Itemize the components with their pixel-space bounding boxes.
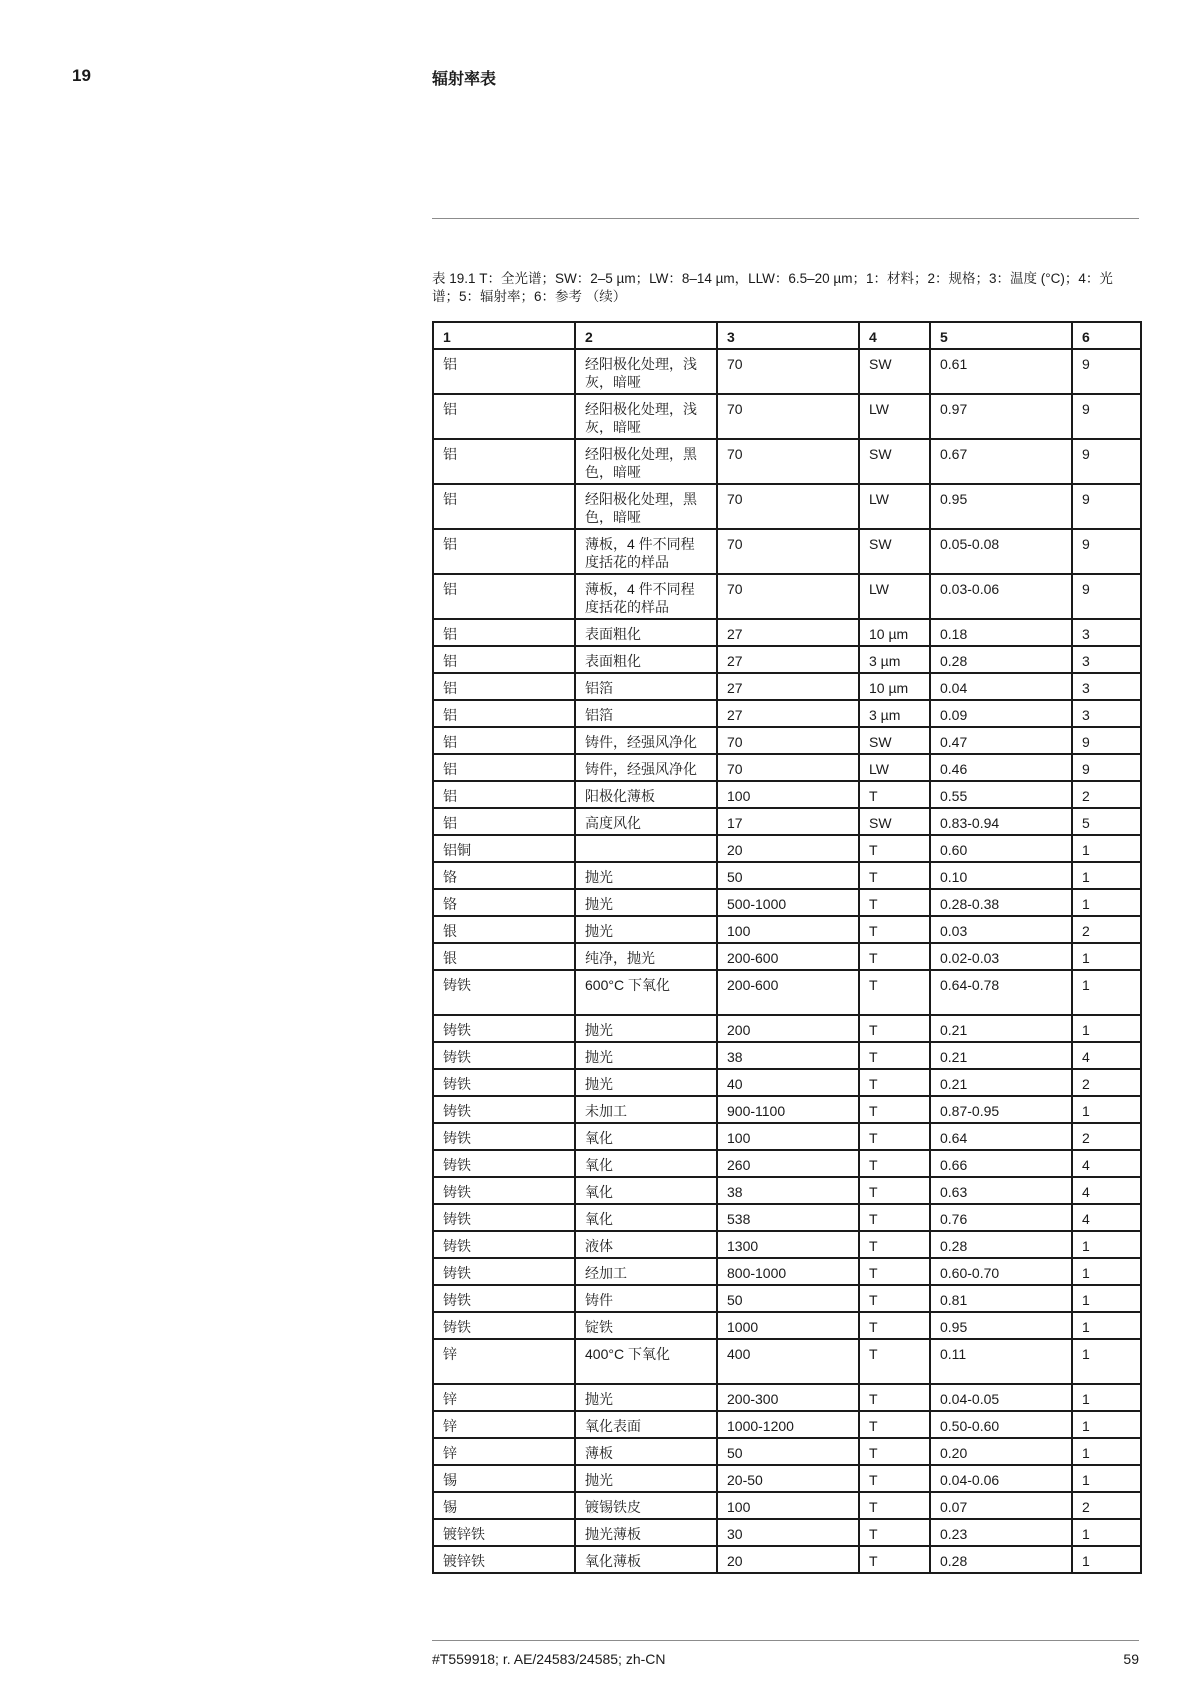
spec-cell: 经阳极化处理，黑色，暗哑 (575, 439, 717, 484)
emissivity-cell: 0.21 (930, 1042, 1072, 1069)
temperature-cell: 500-1000 (717, 889, 859, 916)
emissivity-cell: 0.64 (930, 1123, 1072, 1150)
emissivity-cell: 0.87-0.95 (930, 1096, 1072, 1123)
material-cell: 铝 (433, 808, 575, 835)
temperature-cell: 200 (717, 1015, 859, 1042)
spec-cell: 抛光 (575, 1465, 717, 1492)
spectrum-cell: T (859, 835, 930, 862)
table-row (433, 862, 1141, 889)
table-row (433, 1438, 1141, 1465)
spec-cell: 经阳极化处理，黑色，暗哑 (575, 484, 717, 529)
reference-cell: 9 (1072, 349, 1141, 394)
table-row (433, 1096, 1141, 1123)
material-cell: 铝 (433, 646, 575, 673)
emissivity-cell: 0.81 (930, 1285, 1072, 1312)
reference-cell: 9 (1072, 529, 1141, 574)
reference-cell: 4 (1072, 1204, 1141, 1231)
reference-cell: 1 (1072, 835, 1141, 862)
temperature-cell: 100 (717, 1123, 859, 1150)
reference-cell: 1 (1072, 1411, 1141, 1438)
reference-cell: 2 (1072, 1069, 1141, 1096)
table-row (433, 529, 1141, 574)
emissivity-cell: 0.04-0.06 (930, 1465, 1072, 1492)
reference-cell: 4 (1072, 1177, 1141, 1204)
table-row (433, 754, 1141, 781)
material-cell: 铝 (433, 673, 575, 700)
table-row (433, 1384, 1141, 1411)
reference-cell: 1 (1072, 943, 1141, 970)
emissivity-cell: 0.04 (930, 673, 1072, 700)
table-row (433, 1231, 1141, 1258)
header-cell-reference: 6 (1072, 322, 1141, 349)
temperature-cell: 27 (717, 646, 859, 673)
table-caption: 表 19.1 T：全光谱；SW：2–5 µm；LW：8–14 µm，LLW：6.5–20 µm；1：材料；2：规格；3：温度 (°C)；4：光谱；5：辐射率；6：参考 （续） (432, 271, 1113, 304)
spec-cell: 薄板，4 件不同程度括花的样品 (575, 529, 717, 574)
emissivity-cell: 0.63 (930, 1177, 1072, 1204)
material-cell: 银 (433, 916, 575, 943)
temperature-cell: 260 (717, 1150, 859, 1177)
spectrum-cell: T (859, 943, 930, 970)
emissivity-cell: 0.18 (930, 619, 1072, 646)
table-row (433, 727, 1141, 754)
table-row (433, 1123, 1141, 1150)
spectrum-cell: T (859, 1177, 930, 1204)
emissivity-cell: 0.03-0.06 (930, 574, 1072, 619)
emissivity-cell: 0.50-0.60 (930, 1411, 1072, 1438)
spec-cell: 薄板 (575, 1438, 717, 1465)
table-row (433, 439, 1141, 484)
emissivity-cell: 0.28 (930, 1546, 1072, 1573)
reference-cell: 1 (1072, 1438, 1141, 1465)
spectrum-cell: T (859, 1150, 930, 1177)
spectrum-cell: T (859, 970, 930, 1015)
spectrum-cell: T (859, 1312, 930, 1339)
temperature-cell: 900-1100 (717, 1096, 859, 1123)
page-number: 59 (1123, 1651, 1139, 1667)
spec-cell: 氧化 (575, 1123, 717, 1150)
spectrum-cell: T (859, 1285, 930, 1312)
emissivity-cell: 0.66 (930, 1150, 1072, 1177)
reference-cell: 3 (1072, 646, 1141, 673)
temperature-cell: 200-600 (717, 943, 859, 970)
emissivity-cell: 0.20 (930, 1438, 1072, 1465)
spec-cell: 经阳极化处理，浅灰，暗哑 (575, 394, 717, 439)
reference-cell: 1 (1072, 1384, 1141, 1411)
spectrum-cell: 10 µm (859, 673, 930, 700)
reference-cell: 1 (1072, 1015, 1141, 1042)
table-row (433, 1492, 1141, 1519)
emissivity-cell: 0.67 (930, 439, 1072, 484)
table-row (433, 889, 1141, 916)
table-row (433, 673, 1141, 700)
table-row (433, 970, 1141, 1015)
temperature-cell: 70 (717, 574, 859, 619)
header-cell-emissivity: 5 (930, 322, 1072, 349)
temperature-cell: 70 (717, 529, 859, 574)
spec-cell: 经阳极化处理，浅灰，暗哑 (575, 349, 717, 394)
reference-cell: 2 (1072, 1123, 1141, 1150)
material-cell: 铸铁 (433, 970, 575, 1015)
temperature-cell: 20 (717, 1546, 859, 1573)
material-cell: 铸铁 (433, 1177, 575, 1204)
material-cell: 铝铜 (433, 835, 575, 862)
emissivity-cell: 0.97 (930, 394, 1072, 439)
material-cell: 铸铁 (433, 1204, 575, 1231)
temperature-cell: 50 (717, 1285, 859, 1312)
material-cell: 铬 (433, 889, 575, 916)
emissivity-cell: 0.47 (930, 727, 1072, 754)
spec-cell: 铸件 (575, 1285, 717, 1312)
material-cell: 锡 (433, 1465, 575, 1492)
emissivity-cell: 0.61 (930, 349, 1072, 394)
spectrum-cell: 10 µm (859, 619, 930, 646)
emissivity-cell: 0.83-0.94 (930, 808, 1072, 835)
spectrum-cell: SW (859, 439, 930, 484)
emissivity-cell: 0.46 (930, 754, 1072, 781)
temperature-cell: 100 (717, 781, 859, 808)
spec-cell: 抛光 (575, 1042, 717, 1069)
header-cell-spec: 2 (575, 322, 717, 349)
table-row (433, 1177, 1141, 1204)
reference-cell: 3 (1072, 700, 1141, 727)
spectrum-cell: T (859, 1492, 930, 1519)
spectrum-cell: T (859, 1339, 930, 1384)
emissivity-cell: 0.21 (930, 1069, 1072, 1096)
reference-cell: 1 (1072, 1096, 1141, 1123)
table-row (433, 484, 1141, 529)
emissivity-cell: 0.10 (930, 862, 1072, 889)
spectrum-cell: T (859, 1438, 930, 1465)
material-cell: 锌 (433, 1438, 575, 1465)
spec-cell: 薄板，4 件不同程度括花的样品 (575, 574, 717, 619)
reference-cell: 4 (1072, 1042, 1141, 1069)
temperature-cell: 200-600 (717, 970, 859, 1015)
reference-cell: 9 (1072, 754, 1141, 781)
temperature-cell: 70 (717, 727, 859, 754)
spectrum-cell: T (859, 1123, 930, 1150)
emissivity-cell: 0.60 (930, 835, 1072, 862)
spec-cell: 氧化表面 (575, 1411, 717, 1438)
spec-cell: 高度风化 (575, 808, 717, 835)
spec-cell: 纯净，抛光 (575, 943, 717, 970)
chapter-number: 19 (72, 66, 91, 85)
spec-cell: 液体 (575, 1231, 717, 1258)
spectrum-cell: SW (859, 529, 930, 574)
material-cell: 镀锌铁 (433, 1546, 575, 1573)
spectrum-cell: T (859, 1069, 930, 1096)
material-cell: 铝 (433, 349, 575, 394)
temperature-cell: 70 (717, 439, 859, 484)
reference-cell: 9 (1072, 484, 1141, 529)
temperature-cell: 50 (717, 862, 859, 889)
spectrum-cell: T (859, 1546, 930, 1573)
table-row (433, 1339, 1141, 1384)
material-cell: 锡 (433, 1492, 575, 1519)
temperature-cell: 70 (717, 349, 859, 394)
spectrum-cell: 3 µm (859, 646, 930, 673)
spec-cell: 氧化薄板 (575, 1546, 717, 1573)
temperature-cell: 27 (717, 619, 859, 646)
material-cell: 铝 (433, 439, 575, 484)
temperature-cell: 70 (717, 484, 859, 529)
reference-cell: 1 (1072, 1312, 1141, 1339)
table-row (433, 835, 1141, 862)
emissivity-cell: 0.03 (930, 916, 1072, 943)
reference-cell: 1 (1072, 1258, 1141, 1285)
table-row (433, 781, 1141, 808)
table-row (433, 1042, 1141, 1069)
spec-cell: 抛光薄板 (575, 1519, 717, 1546)
temperature-cell: 38 (717, 1042, 859, 1069)
material-cell: 铝 (433, 727, 575, 754)
header-cell-spectrum: 4 (859, 322, 930, 349)
reference-cell: 2 (1072, 916, 1141, 943)
table-row (433, 1519, 1141, 1546)
material-cell: 铬 (433, 862, 575, 889)
material-cell: 锌 (433, 1384, 575, 1411)
table-row (433, 916, 1141, 943)
material-cell: 铝 (433, 781, 575, 808)
spectrum-cell: LW (859, 394, 930, 439)
emissivity-cell: 0.28-0.38 (930, 889, 1072, 916)
reference-cell: 9 (1072, 727, 1141, 754)
material-cell: 铸铁 (433, 1042, 575, 1069)
material-cell: 锌 (433, 1339, 575, 1384)
table-row (433, 1069, 1141, 1096)
reference-cell: 2 (1072, 1492, 1141, 1519)
spec-cell: 铝箔 (575, 673, 717, 700)
reference-cell: 1 (1072, 1546, 1141, 1573)
spec-cell: 未加工 (575, 1096, 717, 1123)
material-cell: 铸铁 (433, 1231, 575, 1258)
temperature-cell: 800-1000 (717, 1258, 859, 1285)
spec-cell: 抛光 (575, 916, 717, 943)
spectrum-cell: T (859, 781, 930, 808)
header-divider (432, 218, 1139, 219)
emissivity-cell: 0.95 (930, 1312, 1072, 1339)
temperature-cell: 40 (717, 1069, 859, 1096)
table-row (433, 1465, 1141, 1492)
spectrum-cell: T (859, 1258, 930, 1285)
spectrum-cell: T (859, 1042, 930, 1069)
table-row (433, 646, 1141, 673)
material-cell: 铝 (433, 574, 575, 619)
spec-cell: 氧化 (575, 1177, 717, 1204)
table-row (433, 1258, 1141, 1285)
spectrum-cell: T (859, 1465, 930, 1492)
temperature-cell: 538 (717, 1204, 859, 1231)
reference-cell: 9 (1072, 574, 1141, 619)
material-cell: 铸铁 (433, 1258, 575, 1285)
emissivity-table (432, 321, 1142, 1574)
reference-cell: 1 (1072, 889, 1141, 916)
emissivity-cell: 0.21 (930, 1015, 1072, 1042)
material-cell: 铸铁 (433, 1015, 575, 1042)
spectrum-cell: LW (859, 754, 930, 781)
temperature-cell: 30 (717, 1519, 859, 1546)
temperature-cell: 200-300 (717, 1384, 859, 1411)
table-row (433, 1150, 1141, 1177)
temperature-cell: 1300 (717, 1231, 859, 1258)
emissivity-cell: 0.64-0.78 (930, 970, 1072, 1015)
table-row (433, 1546, 1141, 1573)
table-row (433, 1411, 1141, 1438)
temperature-cell: 100 (717, 1492, 859, 1519)
spec-cell: 铸件，经强风净化 (575, 727, 717, 754)
spectrum-cell: T (859, 1015, 930, 1042)
spec-cell: 抛光 (575, 1015, 717, 1042)
material-cell: 铸铁 (433, 1150, 575, 1177)
reference-cell: 3 (1072, 673, 1141, 700)
temperature-cell: 27 (717, 700, 859, 727)
table-row (433, 808, 1141, 835)
reference-cell: 5 (1072, 808, 1141, 835)
temperature-cell: 400 (717, 1339, 859, 1384)
reference-cell: 1 (1072, 1231, 1141, 1258)
emissivity-cell: 0.02-0.03 (930, 943, 1072, 970)
material-cell: 铝 (433, 484, 575, 529)
emissivity-cell: 0.28 (930, 646, 1072, 673)
material-cell: 铸铁 (433, 1096, 575, 1123)
emissivity-cell: 0.60-0.70 (930, 1258, 1072, 1285)
table-row (433, 700, 1141, 727)
temperature-cell: 27 (717, 673, 859, 700)
emissivity-cell: 0.95 (930, 484, 1072, 529)
reference-cell: 2 (1072, 781, 1141, 808)
table-row (433, 349, 1141, 394)
reference-cell: 3 (1072, 619, 1141, 646)
spec-cell: 氧化 (575, 1150, 717, 1177)
spec-cell: 铸件，经强风净化 (575, 754, 717, 781)
spec-cell: 表面粗化 (575, 646, 717, 673)
material-cell: 锌 (433, 1411, 575, 1438)
reference-cell: 4 (1072, 1150, 1141, 1177)
spec-cell: 400°C 下氧化 (575, 1339, 717, 1384)
spec-cell: 锭铁 (575, 1312, 717, 1339)
reference-cell: 1 (1072, 1339, 1141, 1384)
table-row (433, 574, 1141, 619)
spec-cell: 抛光 (575, 889, 717, 916)
reference-cell: 1 (1072, 1519, 1141, 1546)
reference-cell: 9 (1072, 394, 1141, 439)
table-row (433, 1285, 1141, 1312)
reference-cell: 1 (1072, 1465, 1141, 1492)
table-row (433, 394, 1141, 439)
header-cell-material: 1 (433, 322, 575, 349)
chapter-title: 辐射率表 (432, 71, 497, 88)
temperature-cell: 1000-1200 (717, 1411, 859, 1438)
temperature-cell: 17 (717, 808, 859, 835)
table-header-row (433, 322, 1141, 349)
spectrum-cell: T (859, 1411, 930, 1438)
spec-cell: 抛光 (575, 1384, 717, 1411)
spectrum-cell: T (859, 889, 930, 916)
material-cell: 银 (433, 943, 575, 970)
spectrum-cell: T (859, 862, 930, 889)
material-cell: 铝 (433, 394, 575, 439)
footer-divider (432, 1640, 1139, 1641)
reference-cell: 1 (1072, 862, 1141, 889)
temperature-cell: 1000 (717, 1312, 859, 1339)
material-cell: 铸铁 (433, 1312, 575, 1339)
table-row (433, 943, 1141, 970)
document-id: #T559918; r. AE/24583/24585; zh-CN (432, 1651, 666, 1667)
material-cell: 铝 (433, 529, 575, 574)
spectrum-cell: T (859, 1231, 930, 1258)
spec-cell: 铝箔 (575, 700, 717, 727)
emissivity-cell: 0.05-0.08 (930, 529, 1072, 574)
spectrum-cell: LW (859, 484, 930, 529)
spec-cell: 抛光 (575, 862, 717, 889)
spectrum-cell: T (859, 916, 930, 943)
temperature-cell: 70 (717, 754, 859, 781)
emissivity-cell: 0.55 (930, 781, 1072, 808)
material-cell: 铝 (433, 619, 575, 646)
spec-cell: 600°C 下氧化 (575, 970, 717, 1015)
emissivity-cell: 0.28 (930, 1231, 1072, 1258)
emissivity-cell: 0.23 (930, 1519, 1072, 1546)
emissivity-cell: 0.76 (930, 1204, 1072, 1231)
spec-cell: 抛光 (575, 1069, 717, 1096)
table-row (433, 1204, 1141, 1231)
spec-cell (575, 835, 717, 862)
spectrum-cell: T (859, 1096, 930, 1123)
reference-cell: 9 (1072, 439, 1141, 484)
spectrum-cell: T (859, 1384, 930, 1411)
material-cell: 铸铁 (433, 1123, 575, 1150)
spectrum-cell: T (859, 1519, 930, 1546)
spectrum-cell: SW (859, 349, 930, 394)
emissivity-cell: 0.11 (930, 1339, 1072, 1384)
table-row (433, 1015, 1141, 1042)
material-cell: 铝 (433, 754, 575, 781)
spec-cell: 经加工 (575, 1258, 717, 1285)
temperature-cell: 38 (717, 1177, 859, 1204)
material-cell: 铝 (433, 700, 575, 727)
material-cell: 镀锌铁 (433, 1519, 575, 1546)
temperature-cell: 70 (717, 394, 859, 439)
temperature-cell: 50 (717, 1438, 859, 1465)
temperature-cell: 20 (717, 835, 859, 862)
reference-cell: 1 (1072, 970, 1141, 1015)
material-cell: 铸铁 (433, 1069, 575, 1096)
spec-cell: 氧化 (575, 1204, 717, 1231)
reference-cell: 1 (1072, 1285, 1141, 1312)
table-row (433, 619, 1141, 646)
emissivity-cell: 0.09 (930, 700, 1072, 727)
spec-cell: 表面粗化 (575, 619, 717, 646)
emissivity-cell: 0.04-0.05 (930, 1384, 1072, 1411)
spectrum-cell: LW (859, 574, 930, 619)
table-row (433, 1312, 1141, 1339)
emissivity-cell: 0.07 (930, 1492, 1072, 1519)
spectrum-cell: SW (859, 808, 930, 835)
temperature-cell: 20-50 (717, 1465, 859, 1492)
spectrum-cell: 3 µm (859, 700, 930, 727)
header-cell-temperature: 3 (717, 322, 859, 349)
spectrum-cell: T (859, 1204, 930, 1231)
temperature-cell: 100 (717, 916, 859, 943)
spectrum-cell: SW (859, 727, 930, 754)
spec-cell: 阳极化薄板 (575, 781, 717, 808)
material-cell: 铸铁 (433, 1285, 575, 1312)
spec-cell: 镀锡铁皮 (575, 1492, 717, 1519)
